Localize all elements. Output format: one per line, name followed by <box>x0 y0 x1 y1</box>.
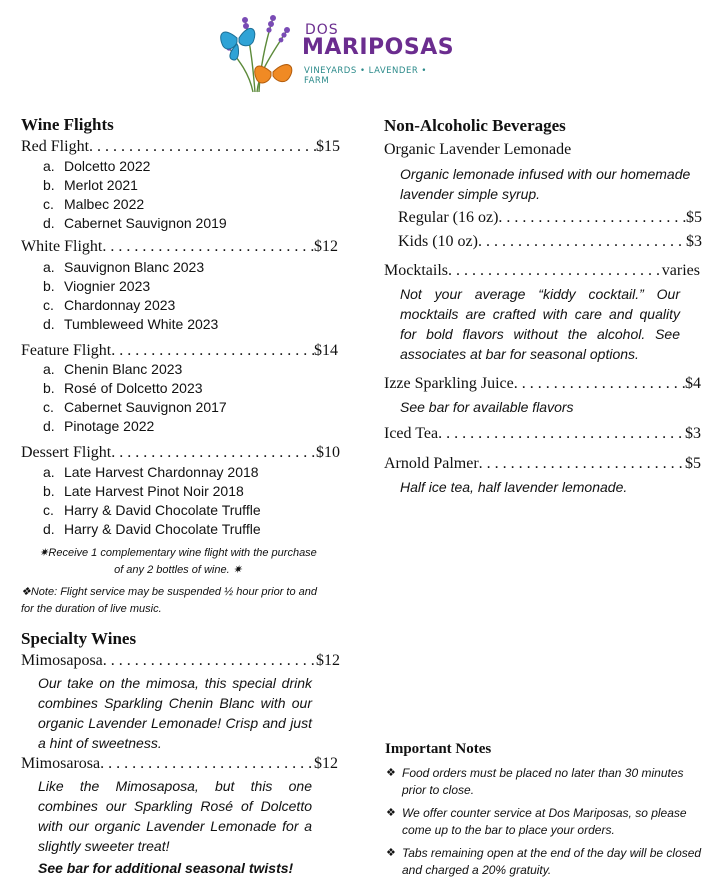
item-price: $3 <box>686 233 702 250</box>
list-item: d. Cabernet Sauvignon 2019 <box>43 215 227 231</box>
item-price: $12 <box>316 652 340 669</box>
item-name: Mimosaposa <box>21 652 103 669</box>
menu-item-iced-tea <box>384 425 701 443</box>
menu-item-mocktails <box>384 262 700 280</box>
white-flight-list <box>43 258 218 334</box>
lavender-lemonade-description: Organic lemonade infused with our homemade lavender simple syrup. <box>400 166 691 202</box>
list-item: b. Rosé of Dolcetto 2023 <box>43 380 203 396</box>
item-price: $12 <box>314 755 338 772</box>
menu-item-dessert-flight <box>21 444 340 462</box>
list-item: a. Late Harvest Chardonnay 2018 <box>43 464 259 480</box>
item-name: Mocktails <box>384 262 448 279</box>
important-notes-heading: Important Notes <box>385 741 492 757</box>
list-item: b. Viognier 2023 <box>43 278 151 294</box>
menu-item-mimosarosa <box>21 755 338 773</box>
list-item: a. Chenin Blanc 2023 <box>43 361 183 377</box>
menu-item-white-flight <box>21 238 338 256</box>
list-item: d. Harry & David Chocolate Truffle <box>43 521 261 537</box>
item-name: Arnold Palmer <box>384 455 479 472</box>
list-item: a. Dolcetto 2022 <box>43 158 151 174</box>
menu-item-arnold-palmer <box>384 455 701 473</box>
flight-service-note: ❖Note: Flight service may be suspended ½ hour prior to and for the duration of live music. <box>21 586 318 615</box>
item-name: White Flight <box>21 238 103 255</box>
menu-item-red-flight <box>21 138 340 156</box>
item-price: $5 <box>686 209 702 226</box>
list-item: ❖ Tabs remaining open at the end of the day will be closed and charged a 20% gratuity. <box>386 846 702 877</box>
arnold-palmer-description: Half ice tea, half lavender lemonade. <box>400 479 628 495</box>
red-flight-list <box>43 157 227 233</box>
menu-item-mimosaposa <box>21 652 340 670</box>
item-name: Kids (10 oz) <box>398 233 478 250</box>
important-notes-list <box>386 765 704 885</box>
item-name: Feature Flight <box>21 342 112 359</box>
list-item: b. Late Harvest Pinot Noir 2018 <box>43 483 244 499</box>
item-price: $15 <box>316 138 340 155</box>
item-name: Regular (16 oz) <box>398 209 499 226</box>
seasonal-twists-note: See bar for additional seasonal twists! <box>38 860 294 876</box>
mimosarosa-description: Like the Mimosaposa, but this one combines our Sparkling Rosé of Dolcetto with our organic Lavender Lemonade for a slightly sweeter treat! <box>38 778 312 854</box>
menu-item-izze <box>384 375 701 393</box>
diamond-bullet-icon: ❖ <box>386 847 396 859</box>
brand-logo <box>215 8 455 94</box>
menu-item-lemonade-regular <box>398 209 702 227</box>
list-item: c. Malbec 2022 <box>43 196 145 212</box>
specialty-wines-heading: Specialty Wines <box>21 629 137 648</box>
item-price: $10 <box>316 444 340 461</box>
item-name: Red Flight <box>21 138 90 155</box>
diamond-bullet-icon: ❖ <box>386 807 396 819</box>
menu-item-lemonade-kids <box>398 233 702 251</box>
dessert-flight-list <box>43 463 261 539</box>
izze-description: See bar for available flavors <box>400 399 574 415</box>
list-item: d. Pinotage 2022 <box>43 418 155 434</box>
mimosaposa-description: Our take on the mimosa, this special drink combines Sparkling Chenin Blanc with our organic Lavender Lemonade! Crisp and just a hint of sweetness. <box>38 675 312 751</box>
list-item: d. Tumbleweed White 2023 <box>43 316 219 332</box>
brand-name-top: DOS <box>305 22 339 38</box>
brand-tagline: VINEYARDS • LAVENDER • FARM <box>304 66 427 86</box>
item-price: $4 <box>685 375 701 392</box>
lavender-lemonade-name: Organic Lavender Lemonade <box>384 141 572 158</box>
list-item: ❖ Food orders must be placed no later than 30 minutes prior to close. <box>386 766 684 797</box>
butterfly-lavender-logo-icon <box>215 8 305 94</box>
item-name: Mimosarosa <box>21 755 101 772</box>
list-item: c. Harry & David Chocolate Truffle <box>43 502 261 518</box>
item-price: $5 <box>685 455 701 472</box>
non-alcoholic-heading: Non-Alcoholic Beverages <box>384 116 566 135</box>
item-name: Iced Tea <box>384 425 439 442</box>
item-price: $3 <box>685 425 701 442</box>
brand-name-main: MARIPOSAS <box>302 35 455 60</box>
list-item: c. Cabernet Sauvignon 2017 <box>43 399 227 415</box>
diamond-bullet-icon: ❖ <box>386 767 396 779</box>
mocktails-description: Not your average “kiddy cocktail.” Our mocktails are crafted with care and quality for bold flavors without the alcohol. See associates at bar for seasonal options. <box>400 286 680 362</box>
wine-flights-heading: Wine Flights <box>21 115 114 134</box>
item-name: Dessert Flight <box>21 444 112 461</box>
menu-item-feature-flight <box>21 342 338 360</box>
list-item: b. Merlot 2021 <box>43 177 138 193</box>
item-price: $14 <box>314 342 338 359</box>
item-name: Izze Sparkling Juice <box>384 375 514 392</box>
promo-note: ✷Receive 1 complementary wine flight with the purchase of any 2 bottles of wine. ✷ <box>39 547 317 576</box>
feature-flight-list <box>43 360 227 436</box>
item-price: varies <box>661 262 700 279</box>
list-item: a. Sauvignon Blanc 2023 <box>43 259 205 275</box>
item-price: $12 <box>314 238 338 255</box>
list-item: c. Chardonnay 2023 <box>43 297 176 313</box>
list-item: ❖ We offer counter service at Dos Mariposas, so please come up to the bar to place your orders. <box>386 806 687 837</box>
